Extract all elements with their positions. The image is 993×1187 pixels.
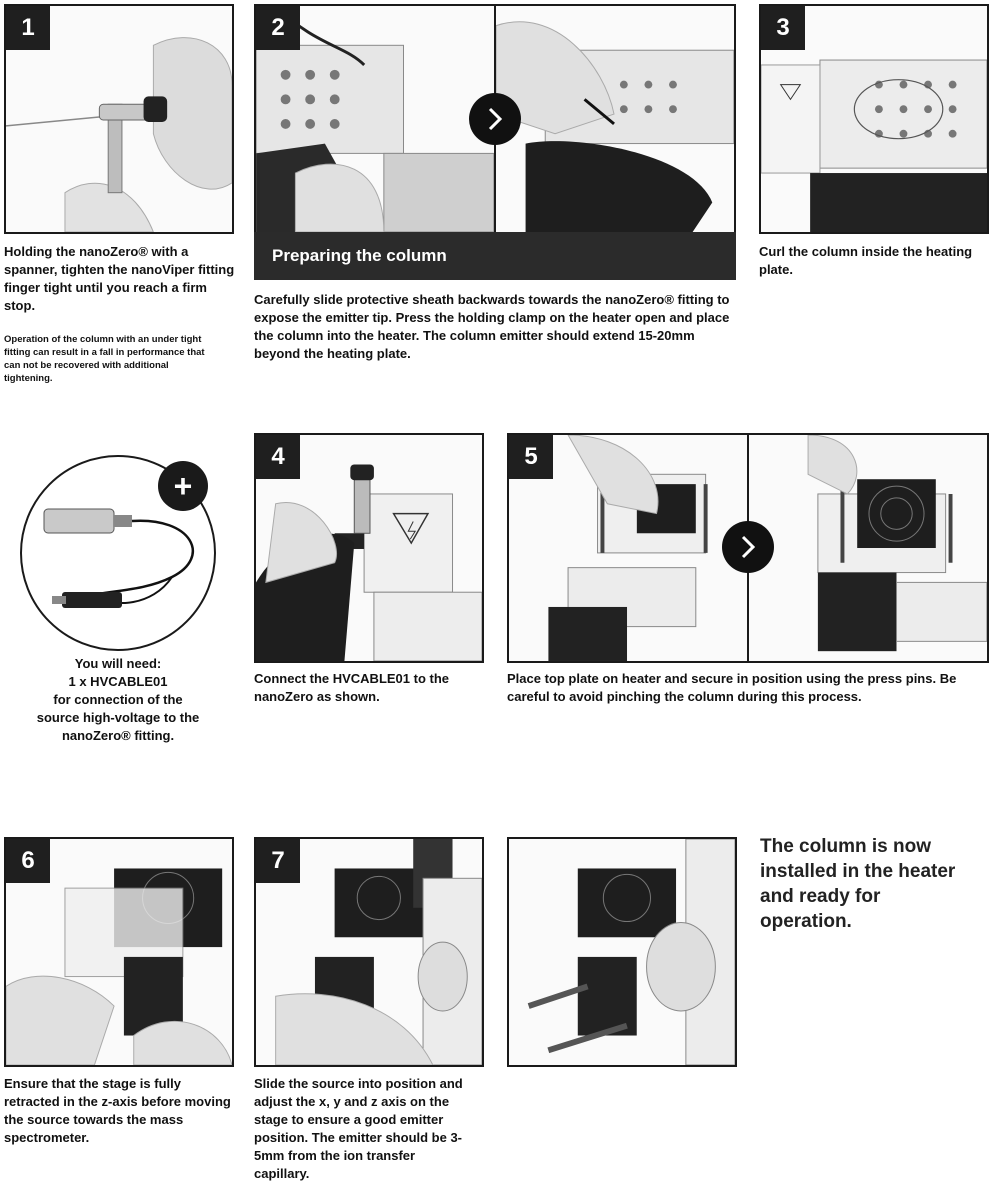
step-1-note: Operation of the column with an under tight fitting can result in a fall in performance that can not be recovered with additional tightening. — [4, 334, 205, 384]
step-2-photo-b — [494, 4, 736, 234]
final-illustration — [509, 839, 735, 1065]
step-2-banner: Preparing the column — [254, 232, 736, 280]
need-line-1: You will need: — [74, 656, 162, 671]
step-6-number: 6 — [6, 839, 50, 883]
step-7-photo — [254, 837, 484, 1067]
step-5-photo-b — [747, 433, 989, 663]
step-4-number: 4 — [256, 435, 300, 479]
step-7-number: 7 — [256, 839, 300, 883]
step-3-photo — [759, 4, 989, 234]
step-1-number: 1 — [6, 6, 50, 50]
step-6-caption: Ensure that the stage is fully retracted in the z-axis before moving the source towards the mass spectrometer. — [4, 1076, 231, 1145]
step-2-caption: Carefully slide protective sheath backwards towards the nanoZero® fitting to expose the emitter tip. Press the holding clamp on the heater open and place the column into the heater. The column emitter should extend 15-20mm beyond the heating plate. — [254, 292, 730, 361]
step-2-next-arrow-icon — [469, 93, 521, 145]
need-line-3: for connection of the — [53, 692, 183, 707]
step-1-photo — [4, 4, 234, 234]
need-text — [20, 655, 216, 745]
need-line-2: 1 x HVCABLE01 — [68, 674, 168, 689]
final-line-2: installed in the heater — [760, 861, 956, 882]
step-4-photo — [254, 433, 484, 663]
final-line-4: operation. — [760, 911, 852, 932]
need-line-4: source high-voltage to the — [36, 710, 200, 725]
need-line-5: nanoZero® fitting. — [61, 728, 175, 743]
step-5-next-arrow-icon — [722, 521, 774, 573]
step-3-number: 3 — [761, 6, 805, 50]
final-photo — [507, 837, 737, 1067]
step-5-number: 5 — [509, 435, 553, 479]
step-2b-illustration — [496, 6, 734, 232]
step-7-caption: Slide the source into position and adjust the x, y and z axis on the stage to ensure a good emitter position. The emitter should be 3-5mm from the ion transfer capillary. — [254, 1076, 463, 1181]
final-line-3: and ready for — [760, 886, 881, 907]
step-1-caption: Holding the nanoZero® with a spanner, tighten the nanoViper fitting finger tight until you reach a firm stop. — [4, 244, 235, 313]
final-line-1: The column is now — [760, 836, 932, 857]
step-6-photo — [4, 837, 234, 1067]
step-3-caption: Curl the column inside the heating plate. — [759, 244, 973, 277]
add-plus-icon: + — [158, 461, 208, 511]
step-4-caption: Connect the HVCABLE01 to the nanoZero as shown. — [254, 671, 450, 704]
step-5-caption: Place top plate on heater and secure in position using the press pins. Be careful to avoid pinching the column during this process. — [507, 671, 957, 704]
step-2-number: 2 — [256, 6, 300, 50]
final-message — [760, 834, 985, 934]
step-5b-illustration — [749, 435, 987, 661]
